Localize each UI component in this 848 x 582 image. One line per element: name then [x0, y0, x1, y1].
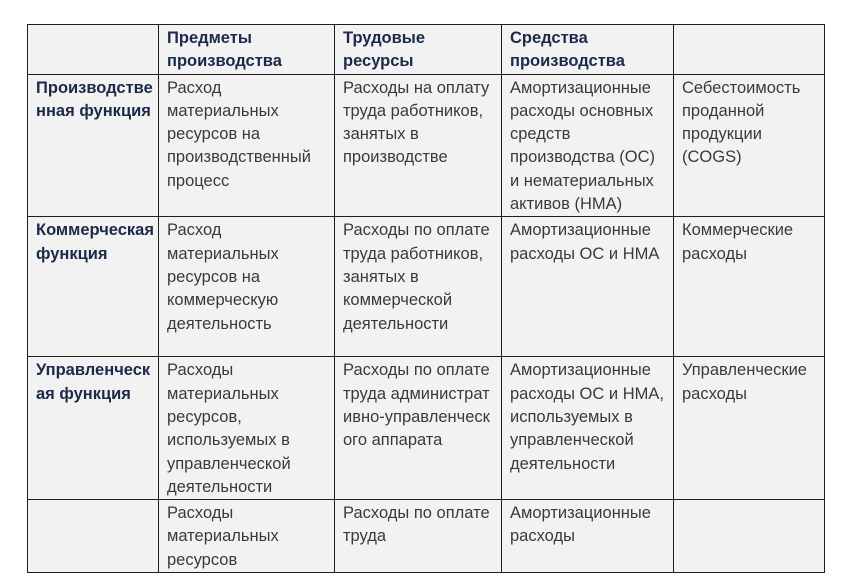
cell-labor: Расходы на оплату труда работников, занятых в производстве: [335, 74, 502, 217]
cost-classification-table: [27, 24, 825, 573]
table-row-total: [28, 500, 825, 573]
cell-result: Коммерческие расходы: [674, 217, 825, 357]
header-materials: Предметы производства: [159, 25, 335, 75]
header-result: [674, 25, 825, 75]
cell-labor: Расходы по оплате труда работников, занятых в коммерческой деятельности: [335, 217, 502, 357]
row-label-production: Производственная функция: [28, 74, 159, 217]
header-means: Средства производства: [502, 25, 674, 75]
table-row-commercial: [28, 217, 825, 357]
cell-means: Амортизационные расходы: [502, 500, 674, 573]
header-row: [28, 25, 825, 75]
row-label-commercial: Коммерческая функция: [28, 217, 159, 357]
cell-result: Управленческие расходы: [674, 357, 825, 500]
table-row-production: [28, 74, 825, 217]
cell-materials: Расходы материальных ресурсов, используемых в управленческой деятельности: [159, 357, 335, 500]
cell-materials: Расход материальных ресурсов на коммерческую деятельность: [159, 217, 335, 357]
cell-labor: Расходы по оплате труда: [335, 500, 502, 573]
header-corner-cell: [28, 25, 159, 75]
cell-means: Амортизационные расходы ОС и НМА, используемых в управленческой деятельности: [502, 357, 674, 500]
cell-means: Амортизационные расходы ОС и НМА: [502, 217, 674, 357]
cell-materials: Расходы материальных ресурсов: [159, 500, 335, 573]
row-label-total: [28, 500, 159, 573]
cell-result: [674, 500, 825, 573]
cell-materials: Расход материальных ресурсов на производственный процесс: [159, 74, 335, 217]
table-row-management: [28, 357, 825, 500]
cell-result: Себестоимость проданной продукции (COGS): [674, 74, 825, 217]
cell-means: Амортизационные расходы основных средств производства (ОС) и нематериальных активов (НМА): [502, 74, 674, 217]
row-label-management: Управленческая функция: [28, 357, 159, 500]
header-labor: Трудовые ресурсы: [335, 25, 502, 75]
cell-labor: Расходы по оплате труда административно-управленческого аппарата: [335, 357, 502, 500]
